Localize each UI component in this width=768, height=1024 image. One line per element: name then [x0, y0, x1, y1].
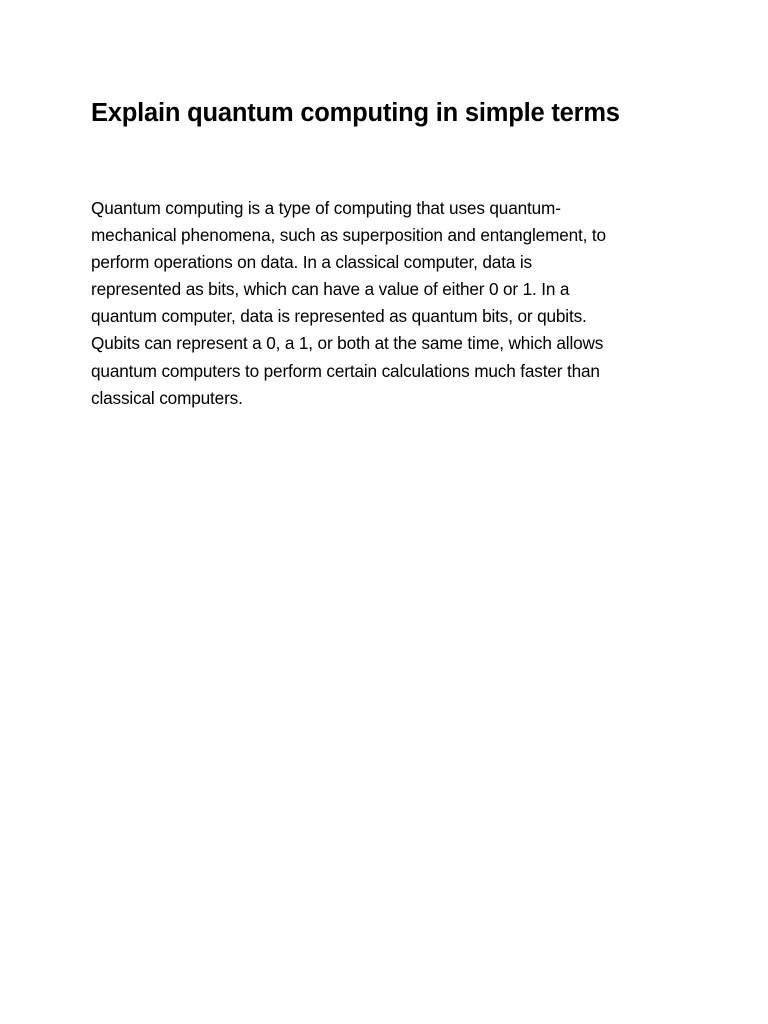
body-line: perform operations on data. In a classical computer, data is [91, 252, 532, 273]
body-line: mechanical phenomena, such as superposition and entanglement, to [91, 225, 606, 246]
body-line: quantum computer, data is represented as quantum bits, or qubits. [91, 306, 587, 327]
document-title: Explain quantum computing in simple terms [91, 99, 620, 127]
body-line: quantum computers to perform certain calculations much faster than [91, 360, 600, 381]
body-line: represented as bits, which can have a value of either 0 or 1. In a [91, 279, 570, 300]
body-line: classical computers. [91, 387, 243, 408]
body-line: Qubits can represent a 0, a 1, or both at the same time, which allows [91, 333, 604, 354]
document-body [91, 195, 681, 412]
body-line: Quantum computing is a type of computing that uses quantum- [91, 198, 561, 218]
